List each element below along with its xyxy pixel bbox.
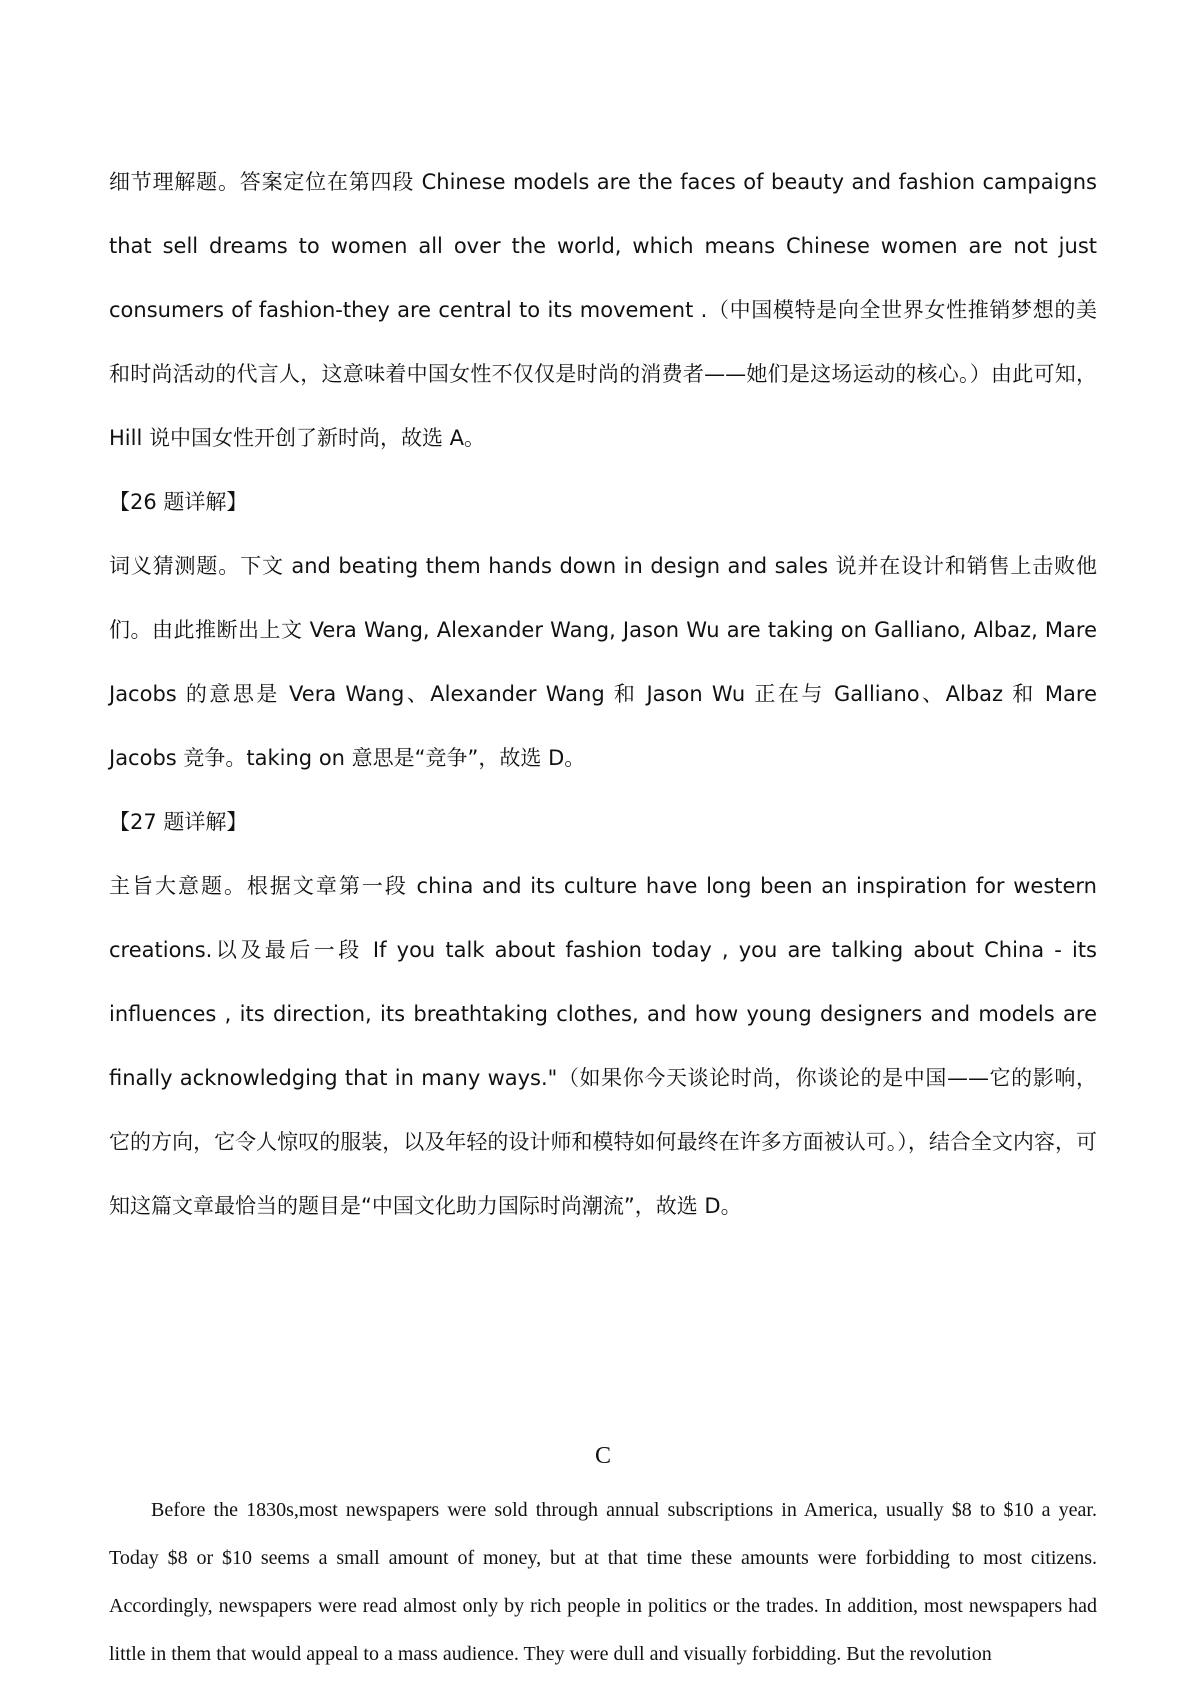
answer-25-explanation: 细节理解题。答案定位在第四段 Chinese models are the faces of beauty and fashion campaigns that sell dreams to women all over the world, which means Chinese women are not just consumers of fashion-they are central to its movement .（中国模特是向全世界女性推销梦想的美和时尚活动的代言人，这意味着中国女性不仅仅是时尚的消费者——她们是这场运动的核心。）由此可知，Hill 说中国女性开创了新时尚，故选 A。	[109, 170, 1097, 450]
answer-26-heading: 【26 题详解】	[109, 490, 248, 514]
answer-27-explanation: 主旨大意题。根据文章第一段 china and its culture have long been an inspiration for western creations.以及最后一段 If you talk about fashion today , you are talking about China - its influences , its direction, its breathtaking clothes, and how young designers and models are finally acknowledging that in many ways."（如果你今天谈论时尚，你谈论的是中国——它的影响，它的方向，它令人惊叹的服装，以及年轻的设计师和模特如何最终在许多方面被认可。），结合全文内容，可知这篇文章最恰当的题目是“中国文化助力国际时尚潮流”，故选 D。	[109, 874, 1097, 1218]
section-c-passage: Before the 1830s,most newspapers were sold through annual subscriptions in America, usually $8 to $10 a year. Today $8 or $10 seems a small amount of money, but at that time these amounts were forbidding to most citizens. Accordingly, newspapers were read almost only by rich people in politics or the trades. In addition, most newspapers had little in them that would appeal to a mass audience. They were dull and visually forbidding. But the revolution	[109, 1499, 1097, 1665]
section-c-title: C	[594, 1443, 611, 1469]
answer-26-explanation: 词义猜测题。下文 and beating them hands down in design and sales 说并在设计和销售上击败他们。由此推断出上文 Vera Wang, Alexander Wang, Jason Wu are taking on Galliano, Albaz, Mare Jacobs 的意思是 Vera Wang、Alexander Wang 和 Jason Wu 正在与 Galliano、Albaz 和 Mare Jacobs 竞争。taking on 意思是“竞争”，故选 D。	[109, 554, 1097, 770]
document-page	[109, 150, 1097, 1665]
answer-27-heading: 【27 题详解】	[109, 810, 248, 834]
